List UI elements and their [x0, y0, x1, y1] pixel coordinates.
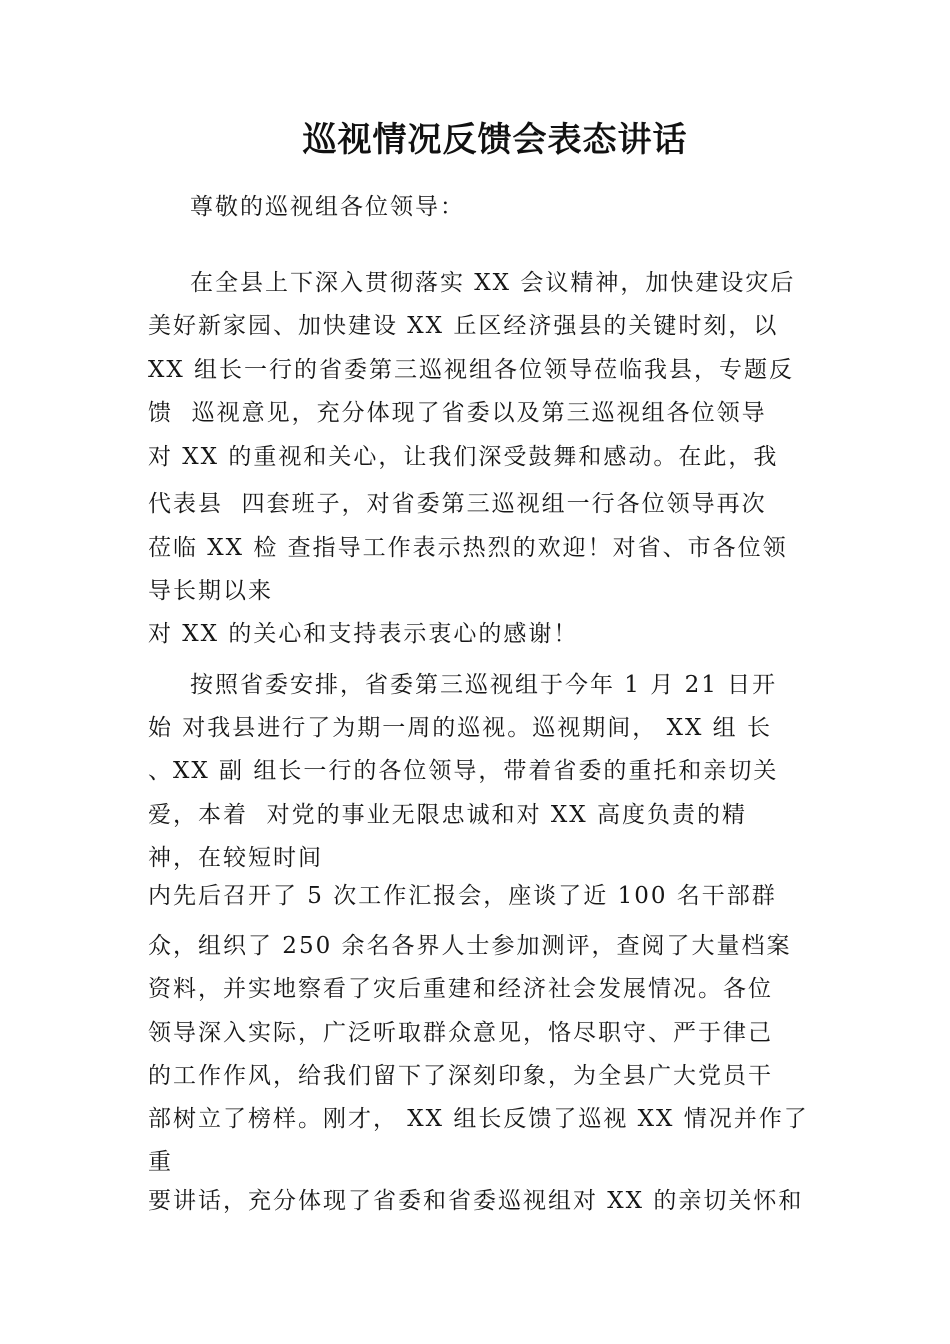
body-line: 馈 巡视意见，充分体现了省委以及第三巡视组各位领导: [148, 400, 767, 426]
body-line: 重: [148, 1149, 173, 1175]
body-line: 众，组织了 250 余名各界人士参加测评，查阅了大量档案: [148, 933, 792, 959]
body-line: 资料，并实地察看了灾后重建和经济社会发展情况。各位: [148, 976, 773, 1002]
body-line: 按照省委安排，省委第三巡视组于今年 1 月 21 日开: [190, 672, 778, 698]
body-line: 导长期以来: [148, 578, 273, 604]
body-line: 美好新家园、加快建设 XX 丘区经济强县的关键时刻，以: [148, 313, 779, 339]
body-line: 神，在较短时间: [148, 845, 323, 871]
body-line: 莅临 XX 检 查指导工作表示热烈的欢迎！对省、市各位领: [148, 535, 788, 561]
body-line: 在全县上下深入贯彻落实 XX 会议精神，加快建设灾后: [190, 270, 796, 296]
body-line: 代表县 四套班子，对省委第三巡视组一行各位领导再次: [148, 491, 767, 517]
body-line: 领导深入实际，广泛听取群众意见，恪尽职守、严于律己: [148, 1020, 773, 1046]
body-line: 部树立了榜样。刚才， XX 组长反馈了巡视 XX 情况并作了: [148, 1106, 809, 1132]
body-line: 内先后召开了 5 次工作汇报会，座谈了近 100 名干部群: [148, 883, 777, 909]
body-line: 、XX 副 组长一行的各位领导，带着省委的重托和亲切关: [148, 758, 779, 784]
body-line: 爱，本着 对党的事业无限忠诚和对 XX 高度负责的精: [148, 802, 747, 828]
salutation-line: 尊敬的巡视组各位领导：: [190, 194, 465, 220]
body-line: 的工作作风，给我们留下了深刻印象，为全县广大党员干: [148, 1063, 773, 1089]
body-line: 对 XX 的关心和支持表示衷心的感谢！: [148, 621, 579, 647]
document-title: 巡视情况反馈会表态讲话: [302, 120, 688, 160]
body-line: 要讲话，充分体现了省委和省委巡视组对 XX 的亲切关怀和: [148, 1188, 804, 1214]
body-line: XX 组长一行的省委第三巡视组各位领导莅临我县，专题反: [148, 357, 795, 383]
body-line: 始 对我县进行了为期一周的巡视。巡视期间， XX 组 长: [148, 715, 772, 741]
body-line: 对 XX 的重视和关心，让我们深受鼓舞和感动。在此，我: [148, 444, 779, 470]
